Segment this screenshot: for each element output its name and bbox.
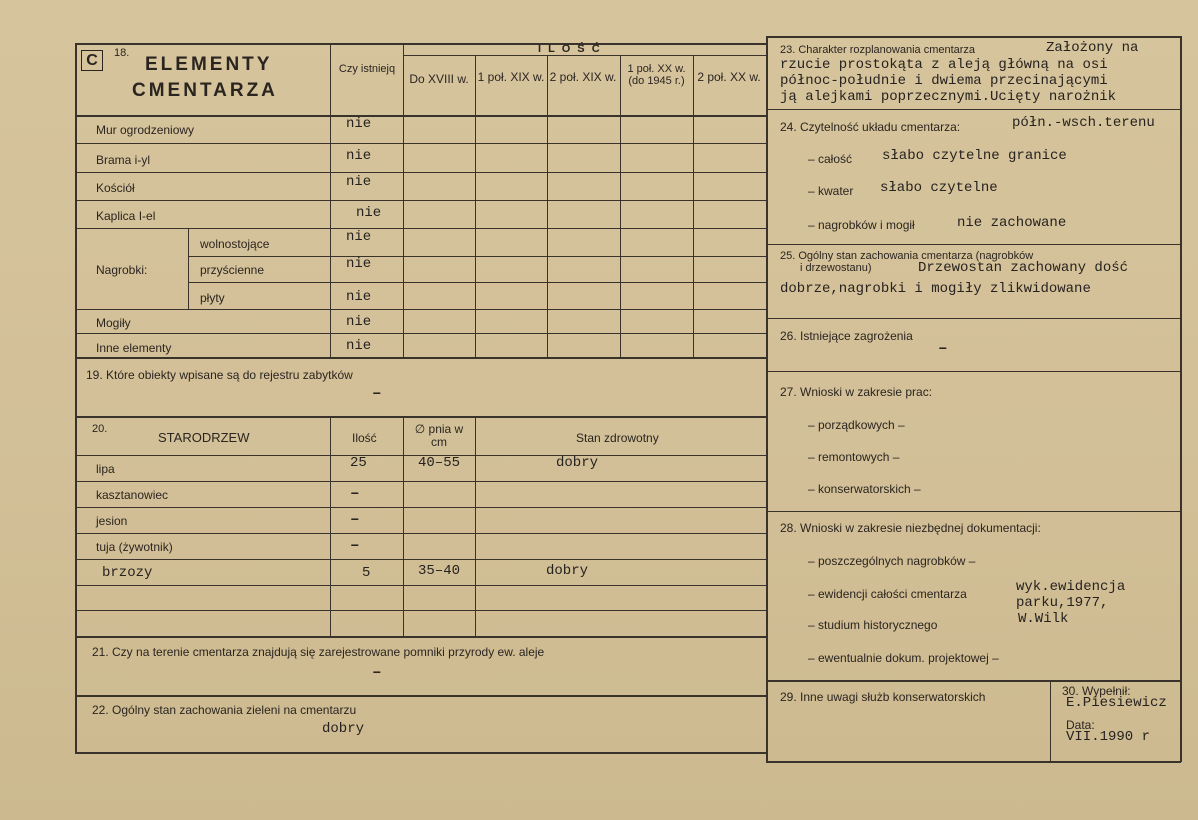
row-value-inne: nie bbox=[346, 338, 372, 354]
q24-nagrobkow-answer: nie zachowane bbox=[957, 215, 1067, 231]
q23-label: 23. Charakter rozplanowania cmentarza bbox=[780, 44, 976, 56]
row-line bbox=[75, 228, 767, 229]
st-col-pnia bbox=[403, 416, 404, 636]
q19-label: 19. Które obiekty wpisane są do rejestru zabytków bbox=[86, 368, 353, 382]
tree-ilosc-jesion: – bbox=[350, 510, 360, 528]
row-line bbox=[75, 610, 767, 611]
row-label-mur: Mur ogrodzeniowy bbox=[96, 123, 195, 137]
row-line bbox=[75, 309, 767, 310]
q19-bottom bbox=[75, 416, 767, 418]
q23-line-1: Założony na bbox=[1046, 40, 1139, 56]
q22-label: 22. Ogólny stan zachowania zieleni na cmentarzu bbox=[92, 703, 357, 717]
starodrzew-title: STARODRZEW bbox=[158, 430, 250, 445]
q25-line-2: dobrze,nagrobki i mogiły zlikwidowane bbox=[780, 281, 1091, 297]
q26-label: 26. Istniejące zagrożenia bbox=[780, 329, 913, 343]
starodrzew-col-pnia: ∅ pnia w cm bbox=[414, 422, 464, 449]
col-do-header: Do XVIII w. bbox=[409, 72, 469, 86]
q28-label: 28. Wnioski w zakresie niezbędnej dokumentacji: bbox=[780, 521, 1041, 535]
row-value-przyscienne: nie bbox=[346, 256, 372, 272]
q25-label-2: i drzewostanu) bbox=[800, 262, 872, 274]
row-label-plyty: płyty bbox=[200, 291, 225, 305]
col-line-2xix bbox=[547, 55, 548, 357]
q24-answer: półn.-wsch.terenu bbox=[1012, 115, 1155, 131]
q28-projektowej: – ewentualnie dokum. projektowej – bbox=[808, 651, 999, 665]
col-1pol-xx-header: 1 poł. XX w. (do 1945 r.) bbox=[627, 63, 686, 87]
tree-ilosc-kasztanowiec: – bbox=[350, 484, 360, 502]
col-line-1xix bbox=[475, 55, 476, 357]
q27-label: 27. Wnioski w zakresie prac: bbox=[780, 385, 933, 399]
q24-label: 24. Czytelność układu cmentarza: bbox=[780, 120, 961, 134]
q28-ewidencji-answer-1: wyk.ewidencja bbox=[1016, 579, 1126, 595]
row-label-kosciol: Kościół bbox=[96, 181, 135, 195]
right-row-line bbox=[766, 371, 1181, 372]
q30-label: 30. Wypełnił: bbox=[1062, 684, 1131, 698]
row-value-wolnostojace: nie bbox=[346, 229, 372, 245]
q24-calosc-label: – całość bbox=[808, 152, 853, 166]
tree-name-jesion: jesion bbox=[96, 514, 128, 528]
starodrzew-col-stan: Stan zdrowotny bbox=[576, 431, 659, 445]
q27-porzadkowych: – porządkowych – bbox=[808, 418, 905, 432]
section-number: 18. bbox=[114, 47, 130, 59]
tree-stan-brzozy: dobry bbox=[546, 563, 589, 579]
starodrzew-col-ilosc: Ilość bbox=[352, 431, 377, 445]
row-line bbox=[75, 333, 767, 334]
row-label-wolnostojace: wolnostojące bbox=[200, 237, 270, 251]
row-line bbox=[75, 507, 767, 508]
q30-name: E.Piesiewicz bbox=[1066, 695, 1167, 711]
row-line bbox=[75, 357, 767, 359]
q28-studium: – studium historycznego bbox=[808, 618, 938, 632]
row-label-przyscienne: przyścienne bbox=[200, 263, 265, 277]
q21-bottom bbox=[75, 695, 767, 697]
row-line bbox=[75, 143, 767, 144]
row-line bbox=[75, 585, 767, 586]
row-value-brama: nie bbox=[346, 148, 372, 164]
nagrobki-divider bbox=[188, 228, 189, 309]
q23-line-3: północ-południe i dwiema przecinającymi bbox=[780, 73, 1108, 89]
tree-pnia-brzozy: 35–40 bbox=[418, 563, 461, 579]
row-line bbox=[75, 636, 767, 638]
ilosc-header: I L O Ś Ć bbox=[538, 43, 602, 55]
data-label: Data: bbox=[1066, 718, 1095, 732]
row-line bbox=[75, 172, 767, 173]
row-value-mur: nie bbox=[346, 116, 372, 132]
q19-answer: – bbox=[372, 384, 382, 402]
row-value-kosciol: nie bbox=[346, 174, 372, 190]
row-line bbox=[75, 533, 767, 534]
data-value: VII.1990 r bbox=[1066, 729, 1151, 745]
q23-line-4: ją alejkami poprzecznymi.Ucięty narożnik bbox=[780, 89, 1117, 105]
tree-stan-lipa: dobry bbox=[556, 455, 599, 471]
st-col-stan bbox=[475, 416, 476, 636]
tree-name-lipa: lipa bbox=[96, 462, 115, 476]
category-box: C bbox=[81, 50, 103, 71]
right-bottom bbox=[766, 761, 1181, 763]
right-row-line bbox=[766, 318, 1181, 319]
st-col-ilosc bbox=[330, 416, 331, 636]
right-row-line bbox=[766, 244, 1181, 245]
col-2pol-xx-header: 2 poł. XX w. bbox=[697, 70, 761, 84]
q21-label: 21. Czy na terenie cmentarza znajdują się zarejestrowane pomniki przyrody ew. aleje bbox=[92, 645, 545, 659]
tree-ilosc-brzozy: 5 bbox=[362, 565, 371, 581]
q24-kwater-answer: słabo czytelne bbox=[880, 180, 998, 196]
right-top-border bbox=[766, 36, 1181, 38]
row-line bbox=[75, 559, 767, 560]
tree-ilosc-tuja: – bbox=[350, 536, 360, 554]
right-row-line bbox=[766, 511, 1181, 512]
tree-name-tuja: tuja (żywotnik) bbox=[96, 540, 173, 554]
q22-answer: dobry bbox=[322, 721, 365, 737]
q26-answer: – bbox=[938, 339, 948, 357]
col-2pol-xix-header: 2 poł. XIX w. bbox=[549, 70, 617, 84]
row-label-brama: Brama i-yl bbox=[96, 153, 151, 167]
row-label-inne: Inne elementy bbox=[96, 341, 172, 355]
row-line bbox=[75, 481, 767, 482]
q24-nagrobkow-label: – nagrobków i mogił bbox=[808, 218, 915, 232]
title-line-1: ELEMENTY bbox=[145, 54, 273, 75]
left-border bbox=[75, 43, 77, 753]
title-line-2: CMENTARZA bbox=[132, 80, 278, 101]
starodrzew-number: 20. bbox=[92, 423, 108, 435]
q27-remontowych: – remontowych – bbox=[808, 450, 900, 464]
left-bottom bbox=[75, 752, 767, 754]
q28-studium-answer: W.Wilk bbox=[1018, 611, 1069, 627]
row-value-kaplica: nie bbox=[356, 205, 382, 221]
row-value-mogily: nie bbox=[346, 314, 372, 330]
q23-line-2: rzucie prostokąta z aleją główną na osi bbox=[780, 57, 1108, 73]
col-line-1xx bbox=[620, 55, 621, 357]
q28-ewidencji: – ewidencji całości cmentarza bbox=[808, 587, 967, 601]
q29-q30-divider bbox=[1050, 680, 1051, 762]
q25-label-1: 25. Ogólny stan zachowania cmentarza (nagrobków bbox=[780, 250, 1034, 262]
q28-ewidencji-answer-2: parku,1977, bbox=[1016, 595, 1109, 611]
q24-calosc-answer: słabo czytelne granice bbox=[882, 148, 1067, 164]
col-1pol-xix-header: 1 poł. XIX w. bbox=[477, 70, 545, 84]
tree-name-brzozy: brzozy bbox=[102, 565, 153, 581]
left-top-border bbox=[75, 43, 767, 45]
header-bottom bbox=[75, 115, 767, 117]
q24-kwater-label: – kwater bbox=[808, 184, 854, 198]
q21-answer: – bbox=[372, 663, 382, 681]
row-label-kaplica: Kaplica I-el bbox=[96, 209, 156, 223]
q28-nagrobkow: – poszczególnych nagrobków – bbox=[808, 554, 976, 568]
q27-konserwatorskich: – konserwatorskich – bbox=[808, 482, 921, 496]
tree-pnia-lipa: 40–55 bbox=[418, 455, 461, 471]
tree-name-kasztanowiec: kasztanowiec bbox=[96, 488, 169, 502]
right-row-line bbox=[766, 680, 1181, 682]
q25-line-1: Drzewostan zachowany dość bbox=[918, 260, 1129, 276]
row-value-plyty: nie bbox=[346, 289, 372, 305]
nagrobki-label: Nagrobki: bbox=[96, 263, 148, 277]
right-border bbox=[1180, 36, 1182, 762]
center-border bbox=[766, 36, 768, 762]
right-row-line bbox=[766, 109, 1181, 110]
row-line bbox=[188, 256, 767, 257]
col-czy-header: Czy istniejq bbox=[338, 63, 396, 75]
q29-label: 29. Inne uwagi służb konserwatorskich bbox=[780, 690, 986, 704]
row-line bbox=[188, 282, 767, 283]
row-label-mogily: Mogiły bbox=[96, 316, 131, 330]
tree-ilosc-lipa: 25 bbox=[350, 455, 367, 471]
row-line bbox=[75, 200, 767, 201]
col-line-2xx bbox=[693, 55, 694, 357]
